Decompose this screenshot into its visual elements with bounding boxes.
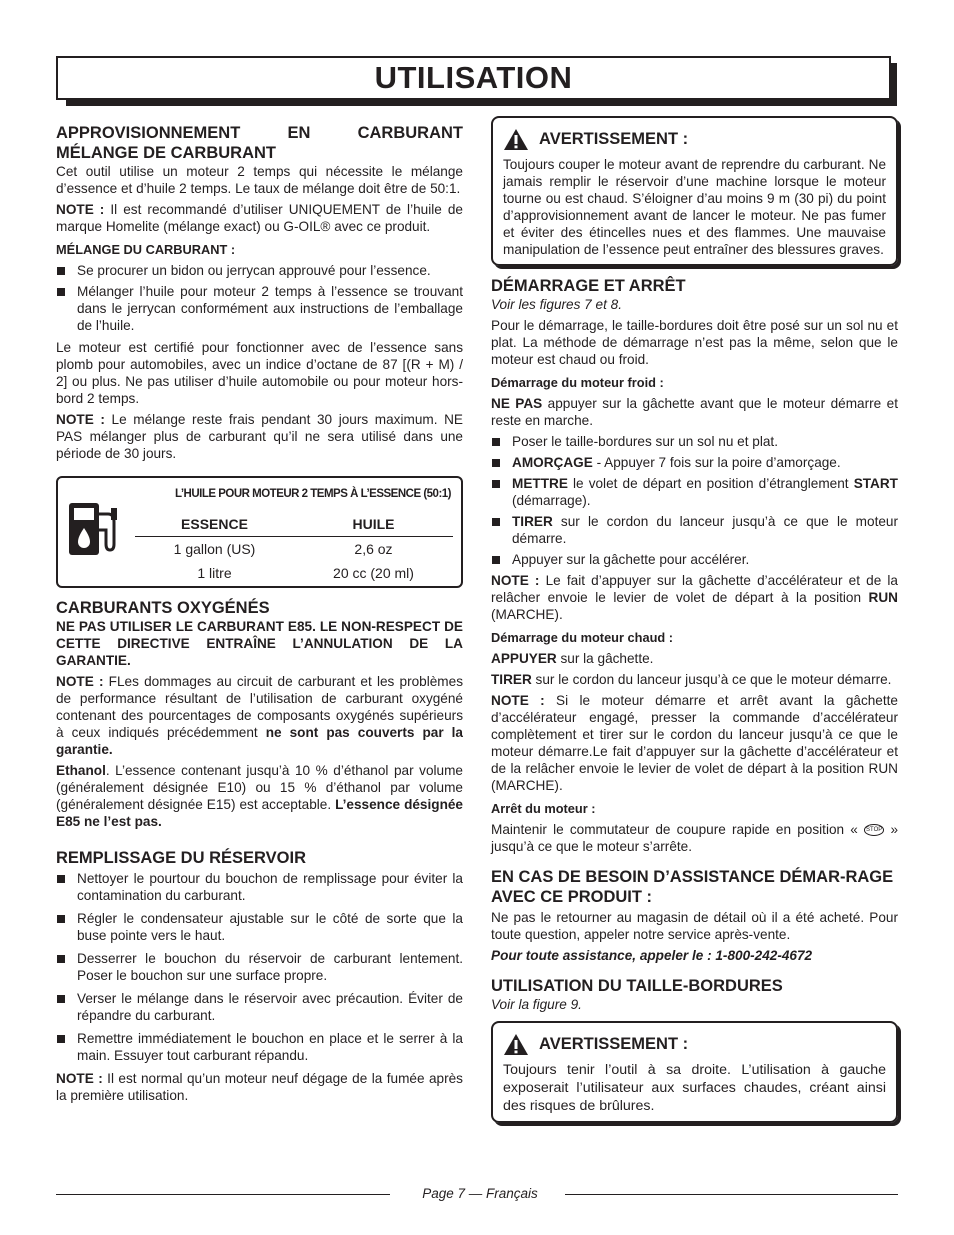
- list-item: Nettoyer le pourtour du bouchon de remplissage pour éviter la contamination du carburant.: [56, 870, 463, 904]
- warning-title: AVERTISSEMENT :: [539, 1034, 689, 1053]
- fuel-table: [135, 512, 453, 585]
- note-oxygenated: NOTE : FLes dommages au circuit de carburant et les problèmes de performance résultant de l’utilisation de carburant oxygéné contenant des pourcentages de composants oxygénés supérieurs à ceux indiqués précédemment ne sont pas couverts par la garantie.: [56, 674, 463, 757]
- list-item: Appuyer sur la gâchette pour accélérer.: [491, 551, 898, 568]
- warning-triangle-icon: [503, 1033, 529, 1056]
- warning-box-hold: [491, 1021, 898, 1123]
- warning-text: Toujours tenir l’outil à sa droite. L’utilisation à gauche exposerait l’utilisateur aux surfaces chaudes, créant ainsi des risques de brûlures.: [503, 1062, 886, 1114]
- table-header: [135, 512, 453, 537]
- col-header-essence: ESSENCE: [181, 515, 248, 532]
- list-item: Verser le mélange dans le réservoir avec précaution. Éviter de répandre du carburant.: [56, 990, 463, 1024]
- note-oil: NOTE : Il est recommandé d’utiliser UNIQUEMENT de l’huile de marque Homelite (mélange exact) ou G-OIL® avec ce produit.: [56, 202, 463, 234]
- warning-title: AVERTISSEMENT :: [539, 129, 689, 148]
- heading-melange: MÉLANGE DE CARBURANT: [56, 144, 276, 162]
- list-item: TIRER sur le cordon du lanceur jusqu’à ce que le moteur démarre.: [491, 513, 898, 547]
- heading-approvisionnement: APPROVISIONNEMENT EN CARBURANT: [56, 124, 463, 142]
- stop-switch-icon: STOP: [864, 824, 884, 836]
- subheading-melange-carburant: MÉLANGE DU CARBURANT :: [56, 242, 236, 257]
- list-item: Régler le condensateur ajustable sur le côté de sorte que la buse pointe vers le haut.: [56, 910, 463, 944]
- heading-demarrage: DÉMARRAGE ET ARRÊT: [491, 277, 686, 295]
- fuel-table-caption: L’HUILE POUR MOTEUR 2 TEMPS À L’ESSENCE (50:1): [174, 488, 451, 500]
- paragraph-stop: Maintenir le commutateur de coupure rapide en position « STOP » jusqu’à ce que le moteur s’arrête.: [491, 822, 898, 854]
- right-column: [491, 116, 898, 1123]
- warning-header: [503, 1027, 886, 1061]
- paragraph-octane: Le moteur est certifié pour fonctionner avec de l’essence sans plomb pour automobiles, avec un indice d’octane de 87 [(R + M) / 2] ou plus. Ne pas utiliser d’huile automobile ou pour moteur hors-bord 2 temps.: [56, 340, 463, 406]
- fuel-pump-icon: [66, 500, 122, 558]
- list-item: Remettre immédiatement le bouchon en place et le serrer à la main. Essuyer tout carburant répandu.: [56, 1030, 463, 1064]
- heading-oxygenated: CARBURANTS OXYGÉNÉS: [56, 599, 270, 617]
- paragraph-ethanol: Ethanol. L’essence contenant jusqu’à 10 % d’éthanol par volume (généralement désignée E10) ou 15 % d’éthanol par volume (généralement désignée E15) est acceptable. L’essence désignée E85 ne l’est pas.: [56, 763, 463, 829]
- table-cell: 2,6 oz: [354, 540, 393, 557]
- col-header-huile: HUILE: [352, 515, 395, 532]
- note-restart: NOTE : Si le moteur démarre et arrêt avant la gâchette d’accélérateur engagé, presser la commande d’accélérateur complètement et tirer sur le cordon du lanceur jusqu’à ce que le moteur démarre.Le fait d’appuyer sur la gâchette d’accélérateur et de la relâcher envoie le levier de volet de départ à la position RUN (MARCHE).: [491, 693, 898, 793]
- fuel-mix-table-box: [56, 476, 463, 588]
- table-cell: 1 litre: [197, 564, 232, 581]
- paragraph-ne-pas: NE PAS appuyer sur la gâchette avant que le moteur démarre et reste en marche.: [491, 396, 898, 428]
- assistance-phone: Pour toute assistance, appeler le : 1-800-242-4672: [491, 948, 813, 963]
- heading-utilisation: UTILISATION DU TAILLE-BORDURES: [491, 977, 783, 995]
- list-item: AMORÇAGE - Appuyer 7 fois sur la poire d’amorçage.: [491, 454, 898, 471]
- warning-text: Toujours couper le moteur avant de reprendre du carburant. Ne jamais remplir le réservoir d’une machine lorsque le moteur tourne ou est chaud. S’éloigner d’au moins 9 m (30 pi) du point d’approvisionnement avant de lancer le moteur. Ne pas fumer et éviter des étincelles nues et des flammes. Une mauvaise manipulation de l’essence peut entraîner des blessures graves.: [503, 157, 886, 257]
- warning-triangle-icon: [503, 128, 529, 151]
- paragraph-assistance: Ne pas le retourner au magasin de détail où il a été acheté. Pour toute question, appeler notre service après-vente.: [491, 910, 898, 942]
- left-column: [56, 123, 463, 1108]
- note-freshness: NOTE : Le mélange reste frais pendant 30 jours maximum. NE PAS mélanger plus de carburant qu’il ne sera utilisé dans une période de 30 jours.: [56, 412, 463, 461]
- paragraph-start-intro: Pour le démarrage, le taille-bordures doit être posé sur un sol nu et plat. La méthode de démarrage n’est pas la même, selon que le moteur est chaud ou froid.: [491, 318, 898, 367]
- list-item: METTRE le volet de départ en position d’étranglement START (démarrage).: [491, 475, 898, 509]
- paragraph-tirer: TIRER sur le cordon du lanceur jusqu’à ce que le moteur démarre.: [491, 672, 892, 687]
- list-item: Desserrer le bouchon du réservoir de carburant lentement. Poser le bouchon sur une surface propre.: [56, 950, 463, 984]
- subheading-stop: Arrêt du moteur :: [491, 801, 596, 816]
- page-title-box: [56, 56, 891, 100]
- note-throttle: NOTE : Le fait d’appuyer sur la gâchette d’accélérateur et de la relâcher envoie le levier de volet de départ à la position RUN (MARCHE).: [491, 573, 898, 622]
- list-item: Se procurer un bidon ou jerrycan approuvé pour l’essence.: [56, 262, 463, 279]
- table-cell: 1 gallon (US): [173, 540, 256, 557]
- cold-start-bullets: [491, 433, 898, 568]
- table-row: [135, 537, 453, 561]
- list-item: Poser le taille-bordures sur un sol nu et plat.: [491, 433, 898, 450]
- subheading-cold-start: Démarrage du moteur froid :: [491, 375, 664, 390]
- subheading-warm-start: Démarrage du moteur chaud :: [491, 630, 674, 645]
- note-smoke: NOTE : Il est normal qu’un moteur neuf dégage de la fumée après la première utilisation.: [56, 1071, 463, 1103]
- footer-rule-right: [565, 1194, 898, 1195]
- figure-reference: Voir les figures 7 et 8.: [491, 297, 622, 312]
- table-row: [135, 561, 453, 585]
- paragraph-mix-intro: Cet outil utilise un moteur 2 temps qui nécessite le mélange d’essence et d’huile 2 temps. Le taux de mélange doit être de 50:1.: [56, 164, 463, 196]
- warning-box-refuel: [491, 116, 898, 266]
- mix-bullets: [56, 262, 463, 334]
- figure-reference: Voir la figure 9.: [491, 997, 582, 1012]
- heading-assistance: EN CAS DE BESOIN D’ASSISTANCE DÉMAR-RAGE AVEC CE PRODUIT :: [491, 868, 894, 906]
- fill-bullets: [56, 870, 463, 1064]
- warning-header: [503, 122, 886, 156]
- footer-rule-left: [56, 1194, 390, 1195]
- page-title: UTILISATION: [374, 60, 573, 95]
- table-cell: 20 cc (20 ml): [333, 564, 414, 581]
- paragraph-appuyer: APPUYER sur la gâchette.: [491, 651, 654, 666]
- page-footer: Page 7 — Français: [422, 1186, 538, 1201]
- warning-e85: NE PAS UTILISER LE CARBURANT E85. LE NON-RESPECT DE CETTE DIRECTIVE ENTRAÎNE L’ANNULATION DE LA GARANTIE.: [56, 619, 463, 668]
- list-item: Mélanger l’huile pour moteur 2 temps à l’essence se trouvant dans le jerrycan conformément aux instructions de l’emballage de l’huile.: [56, 283, 463, 334]
- heading-remplissage: REMPLISSAGE DU RÉSERVOIR: [56, 849, 306, 867]
